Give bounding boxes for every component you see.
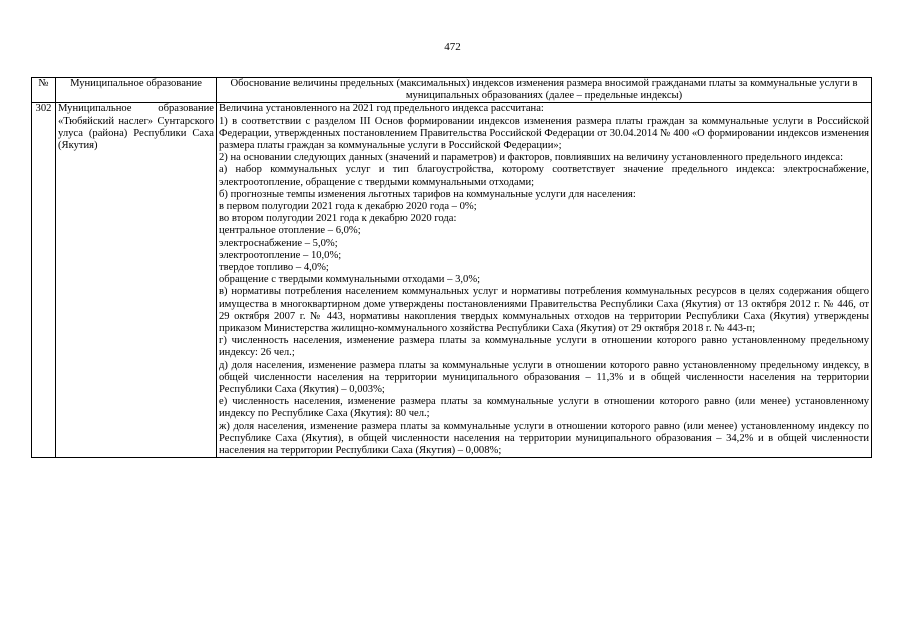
justification-paragraph: во втором полугодии 2021 года к декабрю 2020 года: — [219, 213, 457, 225]
table-header-row — [32, 78, 872, 103]
row-justification — [217, 103, 872, 458]
justification-paragraph: 2) на основании следующих данных (значений и параметров) и факторов, повлиявших на величину установленного предельного индекса: — [219, 152, 844, 164]
justification-paragraph: е) численность населения, изменение размера платы за коммунальные услуги в отношении которого равно (или менее) установленному индексу по Республике Саха (Якутия): 80 чел.; — [219, 396, 869, 420]
header-justification: Обоснование величины предельных (максимальных) индексов изменения размера вносимой гражданами платы за коммунальные услуги в муниципальных образованиях (далее – предельные индексы) — [217, 78, 872, 103]
table-row — [32, 103, 872, 458]
justification-paragraph: а) набор коммунальных услуг и тип благоустройства, которому соответствует значение предельного индекса: электроснабжение, электроотопление, обращение с твердыми коммунальными отходами; — [219, 164, 869, 188]
justification-paragraph: электроотопление – 10,0%; — [219, 249, 342, 261]
justification-paragraph: обращение с твердыми коммунальными отходами – 3,0%; — [219, 274, 481, 286]
justification-paragraph: в первом полугодии 2021 года к декабрю 2020 года – 0%; — [219, 201, 477, 213]
row-municipality: Муниципальное образование «Тюбяйский наслег» Сунтарского улуса (района) Республики Саха (Якутия) — [56, 103, 217, 458]
justification-paragraph: электроснабжение – 5,0%; — [219, 237, 338, 249]
justification-paragraph: центральное отопление – 6,0%; — [219, 225, 361, 237]
justification-paragraph: 1) в соответствии с разделом III Основ формировании индексов изменения размера платы граждан за коммунальные услуги в Российской Федерации, утвержденных постановлением Правительства Российской Федерации от 30.04.2014 № 400 «О формировании индексов изменения размера платы граждан за коммунальные услуги в Российской Федерации»; — [219, 115, 869, 152]
justification-paragraph: Величина установленного на 2021 год предельного индекса рассчитана: — [219, 103, 544, 115]
justification-paragraph: ж) доля населения, изменение размера платы за коммунальные услуги в отношении которого равно (или менее) установленному индексу по Республике Саха (Якутия), в общей численности населения на территории муниципального образования – 34,2% и в общей численности населения на территории Республики Саха (Якутия) – 0,008%; — [219, 420, 869, 457]
justification-paragraph: б) прогнозные темпы изменения льготных тарифов на коммунальные услуги для населения: — [219, 188, 636, 200]
justification-paragraph: д) доля населения, изменение размера платы за коммунальные услуги в отношении которого равно установленному предельному индексу, в общей численности населения на территории муниципального образования – 11,3% и в общей численности населения на территории Республики Саха (Якутия) – 0,003%; — [219, 359, 869, 396]
row-number: 302 — [32, 103, 56, 458]
justification-paragraph: г) численность населения, изменение размера платы за коммунальные услуги в отношении которого равно установленному предельному индексу: 26 чел.; — [219, 335, 869, 359]
header-number: № — [32, 78, 56, 103]
justification-paragraph: в) нормативы потребления населением коммунальных услуг и нормативы потребления коммунальных ресурсов в целях содержания общего имущества в многоквартирном доме утверждены постановлениями Правительства Республики Саха (Якутия) от 13 октября 2012 г. № 446, от 29 октября 2007 г. № 443, нормативы накопления твердых коммунальных отходов на территории Республики Саха (Якутия) утверждены приказом Министерства жилищно-коммунального хозяйства Республики Саха (Якутия) от 29 октября 2018 г. № 443-п; — [219, 286, 869, 335]
justification-paragraph: твердое топливо – 4,0%; — [219, 262, 329, 274]
tariff-index-table — [31, 77, 872, 458]
page-number: 472 — [444, 41, 461, 53]
header-municipality: Муниципальное образование — [56, 78, 217, 103]
